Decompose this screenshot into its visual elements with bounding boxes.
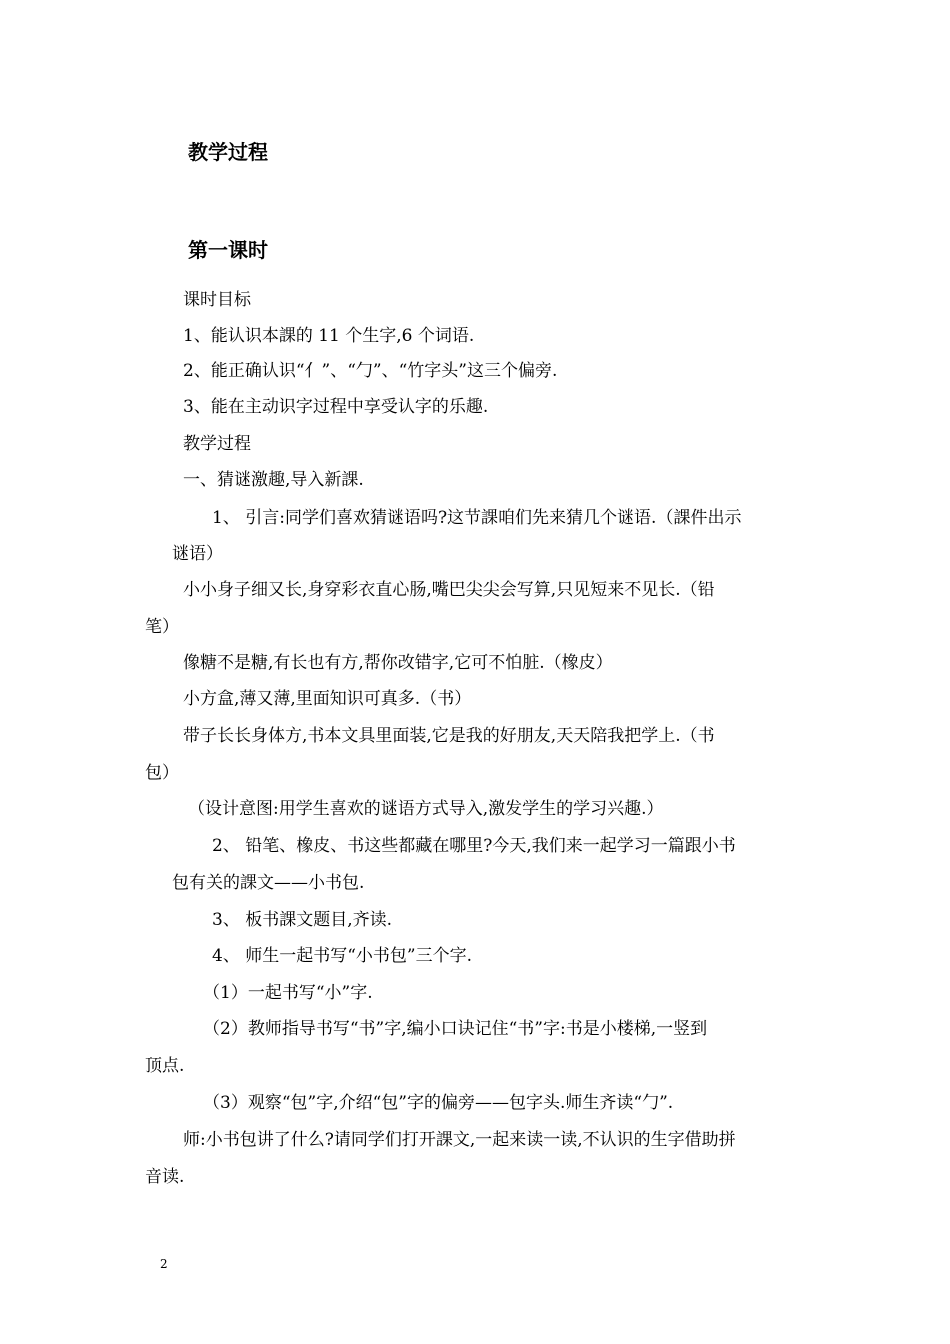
- body-line: 包有关的課文——小书包.: [172, 873, 365, 893]
- body-line: 一、猜谜激趣,导入新課.: [183, 470, 364, 490]
- body-line: （3）观察“包”字,介绍“包”字的偏旁——包字头.师生齐读“勹”.: [203, 1093, 674, 1113]
- body-line: 带子长长身体方,书本文具里面装,它是我的好朋友,天天陪我把学上.（书: [183, 726, 715, 746]
- body-line: 2、 铅笔、橡皮、书这些都藏在哪里?今天,我们来一起学习一篇跟小书: [212, 836, 736, 856]
- body-line: 3、能在主动识字过程中享受认字的乐趣.: [183, 397, 489, 417]
- body-line: 小方盒,薄又薄,里面知识可真多.（书）: [183, 689, 472, 709]
- body-line: 音读.: [145, 1167, 185, 1187]
- page-number: 2: [160, 1257, 168, 1271]
- body-line: 1、 引言:同学们喜欢猜谜语吗?这节課咱们先来猜几个谜语.（課件出示: [212, 508, 742, 528]
- body-line: （1）一起书写“小”字.: [203, 983, 373, 1003]
- body-line: （设计意图:用学生喜欢的谜语方式导入,激发学生的学习兴趣.）: [188, 799, 664, 819]
- body-line: 教学过程: [183, 434, 251, 454]
- body-line: 笔）: [145, 617, 179, 637]
- body-line: （2）教师指导书写“书”字,编小口诀记住“书”字:书是小楼梯,一竖到: [203, 1019, 708, 1039]
- body-line: 2、能正确认识“亻”、“勹”、“竹字头”这三个偏旁.: [183, 361, 558, 381]
- body-line: 顶点.: [145, 1056, 185, 1076]
- body-line: 谜语）: [172, 544, 223, 564]
- lesson-heading: 第一课时: [188, 238, 268, 262]
- body-line: 课时目标: [183, 290, 251, 310]
- section-heading: 教学过程: [188, 140, 268, 164]
- body-line: 像糖不是糖,有长也有方,帮你改错字,它可不怕脏.（橡皮）: [183, 653, 613, 673]
- body-line: 包）: [145, 763, 179, 783]
- body-line: 1、能认识本課的 11 个生字,6 个词语.: [183, 326, 475, 346]
- body-line: 师:小书包讲了什么?请同学们打开課文,一起来读一读,不认识的生字借助拼: [183, 1130, 736, 1150]
- body-line: 4、 师生一起书写“小书包”三个字.: [212, 946, 473, 966]
- body-line: 3、 板书課文题目,齐读.: [212, 910, 393, 930]
- body-line: 小小身子细又长,身穿彩衣直心肠,嘴巴尖尖会写算,只见短来不见长.（铅: [183, 580, 715, 600]
